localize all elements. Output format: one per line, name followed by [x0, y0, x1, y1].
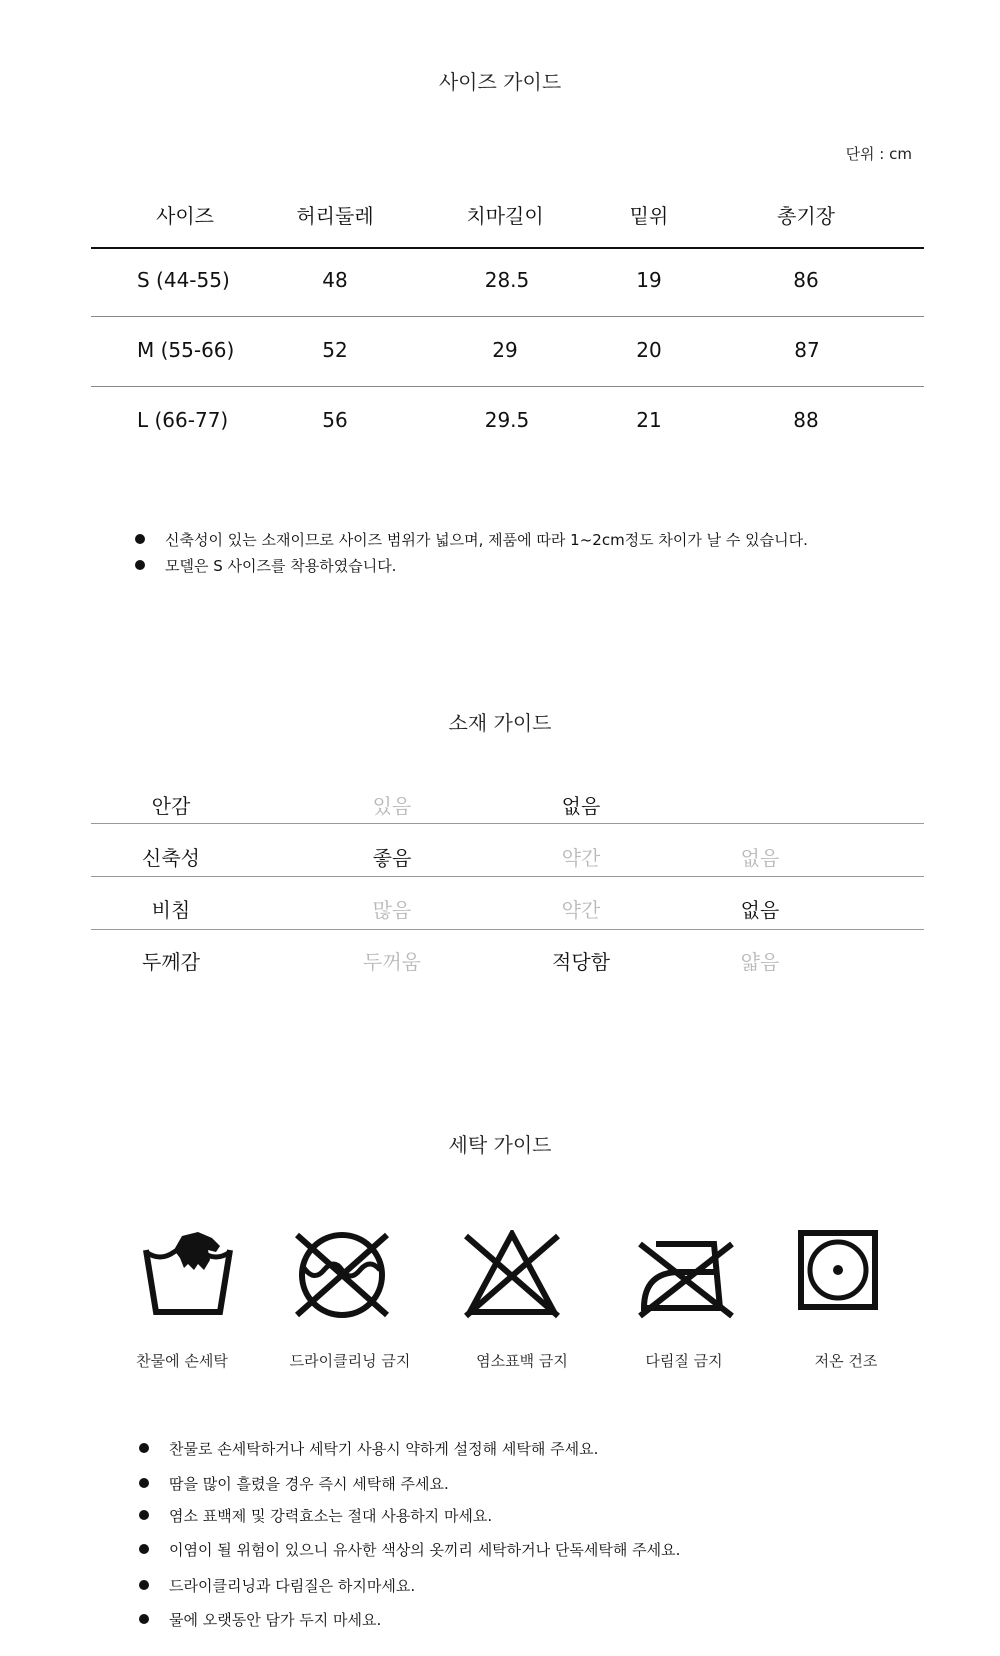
- header-waist: 허리둘레: [296, 204, 374, 228]
- material-option-selected: 좋음: [372, 846, 412, 870]
- bullet-icon: [139, 1478, 149, 1488]
- hand-wash-icon: [138, 1230, 238, 1320]
- bullet-icon: [139, 1580, 149, 1590]
- header-length: 치마길이: [466, 204, 544, 228]
- cell-size: M (55-66): [137, 338, 235, 362]
- material-option: 얇음: [740, 950, 780, 974]
- row-divider: [91, 316, 924, 317]
- header-total: 총기장: [777, 204, 835, 228]
- row-divider: [91, 929, 924, 930]
- care-label: 염소표백 금지: [476, 1352, 568, 1370]
- row-divider: [91, 386, 924, 387]
- cell-length: 29: [492, 338, 518, 362]
- note-text: 땀을 많이 흘렸을 경우 즉시 세탁해 주세요.: [169, 1475, 449, 1493]
- size-guide-title: 사이즈 가이드: [438, 70, 562, 94]
- note-text: 이염이 될 위험이 있으니 유사한 색상의 옷끼리 세탁하거나 단독세탁해 주세요.: [169, 1541, 681, 1559]
- note-text: 드라이클리닝과 다림질은 하지마세요.: [169, 1577, 416, 1595]
- material-option: 없음: [740, 846, 780, 870]
- material-label: 비침: [151, 898, 191, 922]
- cell-size: L (66-77): [137, 408, 229, 432]
- no-bleach-icon: [462, 1230, 562, 1320]
- material-label: 두께감: [142, 950, 200, 974]
- no-iron-icon: [636, 1230, 736, 1320]
- tumble-dry-icon: [798, 1230, 878, 1310]
- cell-length: 28.5: [484, 268, 530, 292]
- note-text: 신축성이 있는 소재이므로 사이즈 범위가 넓으며, 제품에 따라 1~2cm정도 차이가 날 수 있습니다.: [165, 531, 808, 549]
- cell-total: 87: [794, 338, 820, 362]
- cell-total: 88: [793, 408, 819, 432]
- bullet-icon: [135, 534, 145, 544]
- cell-total: 86: [793, 268, 819, 292]
- table-row: [91, 338, 924, 368]
- material-option: 많음: [372, 898, 412, 922]
- note-text: 모델은 S 사이즈를 착용하였습니다.: [165, 557, 397, 575]
- no-dry-clean-icon: [292, 1230, 392, 1320]
- row-divider: [91, 823, 924, 824]
- material-row-thickness: [91, 946, 924, 976]
- unit-label: 단위 : cm: [845, 145, 912, 163]
- cell-waist: 56: [322, 408, 348, 432]
- material-option: 약간: [561, 846, 601, 870]
- cell-waist: 48: [322, 268, 348, 292]
- table-header-rule: [91, 247, 924, 249]
- material-option: 두꺼움: [363, 950, 421, 974]
- material-option-selected: 적당함: [552, 950, 610, 974]
- bullet-icon: [139, 1614, 149, 1624]
- material-row-sheer: [91, 894, 924, 924]
- material-label: 신축성: [142, 846, 200, 870]
- row-divider: [91, 876, 924, 877]
- note-text: 찬물로 손세탁하거나 세탁기 사용시 약하게 설정해 세탁해 주세요.: [169, 1440, 599, 1458]
- cell-rise: 19: [636, 268, 662, 292]
- bullet-icon: [139, 1510, 149, 1520]
- header-rise: 밑위: [629, 204, 669, 228]
- material-row-lining: [91, 790, 924, 820]
- material-label: 안감: [151, 794, 191, 818]
- cell-size: S (44-55): [137, 268, 230, 292]
- size-table-header: [91, 200, 924, 230]
- care-label: 다림질 금지: [645, 1352, 723, 1370]
- cell-length: 29.5: [484, 408, 530, 432]
- material-guide-title: 소재 가이드: [448, 711, 552, 735]
- material-row-stretch: [91, 842, 924, 872]
- cell-rise: 21: [636, 408, 662, 432]
- washing-guide-title: 세탁 가이드: [448, 1133, 552, 1157]
- note-text: 염소 표백제 및 강력효소는 절대 사용하지 마세요.: [169, 1507, 493, 1525]
- care-label: 찬물에 손세탁: [136, 1352, 228, 1370]
- bullet-icon: [139, 1544, 149, 1554]
- care-label: 드라이클리닝 금지: [289, 1352, 411, 1370]
- material-option: 있음: [372, 794, 412, 818]
- cell-waist: 52: [322, 338, 348, 362]
- material-option: 약간: [561, 898, 601, 922]
- material-option-selected: 없음: [740, 898, 780, 922]
- header-size: 사이즈: [156, 204, 214, 228]
- care-label: 저온 건조: [814, 1352, 878, 1370]
- bullet-icon: [139, 1443, 149, 1453]
- material-option-selected: 없음: [561, 794, 601, 818]
- table-row: [91, 408, 924, 438]
- bullet-icon: [135, 560, 145, 570]
- table-row: [91, 268, 924, 298]
- note-text: 물에 오랫동안 담가 두지 마세요.: [169, 1611, 382, 1629]
- cell-rise: 20: [636, 338, 662, 362]
